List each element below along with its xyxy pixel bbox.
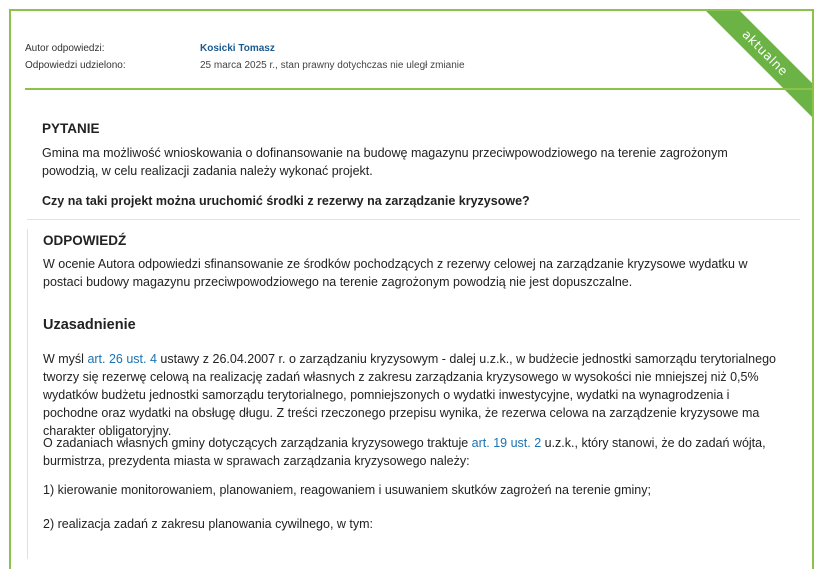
justification-paragraph-1 (43, 350, 778, 440)
p1-prefix: W myśl (43, 352, 88, 366)
question-text: Gmina ma możliwość wnioskowania o dofinansowanie na budowę magazynu przeciwpowodziowego na terenie zagrożonym powodzią, w celu realizacji zadania należy wykonać projekt. (42, 146, 728, 178)
author-name-link[interactable]: Kosicki Tomasz (200, 43, 275, 54)
p1-suffix: ustawy z 26.04.2007 r. o zarządzaniu kryzysowym - dalej u.z.k., w budżecie jednostki samorządu terytorialnego tworzy się rezerwę celową na realizację zadań własnych z zakresu zarządzania kryzysowego w wysokości nie mniejszej niż 0,5% wydatków budżetu jednostki samorządu terytorialnego, pomniejszonych o wydatki inwestycyjne, wydatki na wynagrodzenia i pochodne oraz wydatki na obsługę długu. Z treści rzeczonego przepisu wynika, że rezerwa celowa na zarządzenie kryzysowe ma charakter obligatoryjny. (43, 352, 776, 438)
status-ribbon (692, 11, 812, 131)
author-label: Autor odpowiedzi: (25, 43, 105, 54)
status-badge: aktualne (696, 11, 812, 122)
justification-paragraph-4: 2) realizacja zadań z zakresu planowania cywilnego, w tym: (43, 517, 374, 531)
question-heading: PYTANIE (42, 121, 100, 136)
justification-paragraph-3: 1) kierowanie monitorowaniem, planowaniem, reagowaniem i usuwaniem skutków zagrożeń na terenie gminy; (43, 483, 651, 497)
p2-suffix: u.z.k., który stanowi, że do zadań wójta, burmistrza, prezydenta miasta w sprawach zarządzania kryzysowego należy: (43, 436, 766, 468)
date-label: Odpowiedzi udzielono: (25, 60, 126, 71)
meta-info (25, 40, 465, 74)
meta-date-row (25, 57, 465, 74)
date-value: 25 marca 2025 r., stan prawny dotychczas nie uległ zmianie (200, 60, 465, 71)
justification-heading: Uzasadnienie (43, 317, 136, 333)
section-divider (27, 219, 800, 220)
art-26-link[interactable]: art. 26 ust. 4 (87, 352, 157, 366)
answer-heading: ODPOWIEDŹ (43, 233, 127, 248)
answer-text: W ocenie Autora odpowiedzi sfinansowanie ze środków pochodzących z rezerwy celowej na zarządzanie kryzysowe wydatku w postaci budowy magazynu przeciwpowodziowego na terenie zagrożonym powodzią nie jest dopuszczalne. (43, 257, 748, 289)
question-bold: Czy na taki projekt można uruchomić środki z rezerwy na zarządzanie kryzysowe? (42, 194, 530, 208)
justification-paragraph-2 (43, 434, 778, 470)
art-19-link[interactable]: art. 19 ust. 2 (471, 436, 542, 450)
meta-author-row (25, 40, 465, 57)
p2-prefix: O zadaniach własnych gminy dotyczących zarządzania kryzysowego traktuje (43, 436, 472, 450)
meta-divider (25, 88, 812, 90)
answer-block (27, 229, 801, 559)
answer-card (9, 9, 814, 569)
